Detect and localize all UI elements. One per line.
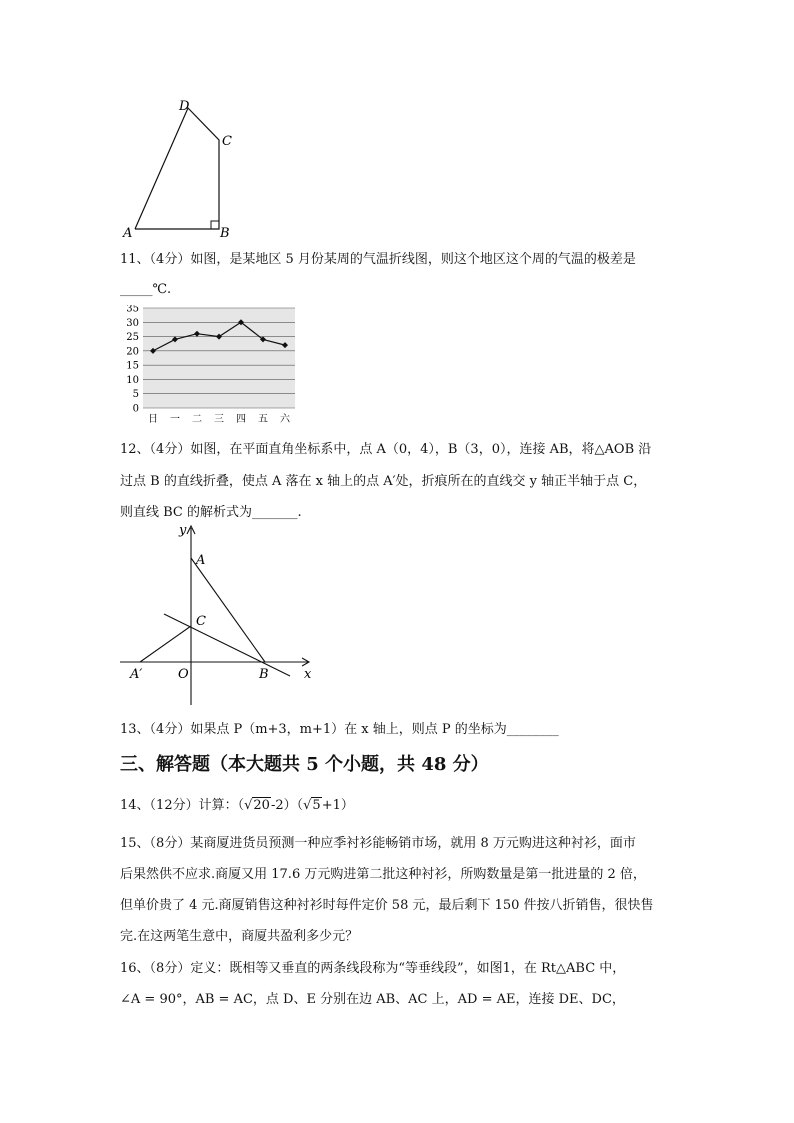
q15-line3: 但单价贵了 4 元.商厦销售这种衬衫时每件定价 58 元，最后剩下 150 件按八折销售，很快售 (120, 898, 654, 913)
x-tick-label: 四 (236, 414, 246, 425)
x-tick-label: 五 (258, 414, 268, 425)
y-tick-label: 25 (126, 332, 139, 344)
label-C: C (196, 614, 206, 629)
y-tick-label: 20 (126, 346, 139, 358)
q12-line1: 12、（4分）如图，在平面直角坐标系中，点 A（0，4），B（3，0），连接 AB，将△AOB 沿 (120, 442, 652, 457)
q16-line2: ∠A = 90°，AB = AC，点 D、E 分别在边 AB、AC 上，AD = AE，连接 DE、DC， (120, 992, 625, 1007)
label-Aprime: A′ (130, 667, 143, 682)
label-B: B (259, 667, 269, 682)
q16-line1: 16、（8分）定义：既相等又垂直的两条线段称为“等垂线段”，如图1，在 Rt△ABC 中， (120, 961, 626, 976)
segment-AprimeC (140, 626, 191, 662)
q11-line1: 11、（4分）如图，是某地区 5 月份某周的气温折线图，则这个地区这个周的气温的极差是 (120, 252, 636, 267)
q14-line (120, 794, 354, 813)
y-tick-label: 0 (132, 403, 139, 415)
quadrilateral-figure (118, 95, 248, 245)
y-tick-label: 35 (126, 305, 139, 315)
label-O: O (178, 667, 189, 682)
q11-answer-blank: _____℃. (120, 282, 172, 297)
q12-line3: 则直线 BC 的解析式为_______. (120, 505, 302, 520)
x-tick-label: 二 (192, 414, 202, 425)
q14-mid: -2）（ (270, 798, 304, 813)
temperature-line-chart (118, 305, 300, 427)
q15-line2: 后果然供不应求.商厦又用 17.6 万元购进第二批这种衬衫，所购数量是第一批进量的 2 倍， (120, 867, 646, 882)
chart-plot-background (143, 308, 295, 408)
y-tick-label: 15 (126, 360, 139, 372)
segment-AB (191, 558, 265, 662)
sqrt-5: √5 (303, 798, 321, 813)
q15-line4: 完.在这两笔生意中，商厦共盈利多少元？ (120, 929, 359, 944)
x-tick-label: 三 (214, 414, 224, 425)
label-A: A (123, 226, 133, 241)
q13-text: 13、（4分）如果点 P（m+3，m+1）在 x 轴上，则点 P 的坐标为________ (120, 722, 559, 737)
quadrilateral-outline (135, 108, 219, 229)
x-tick-label: 日 (148, 414, 158, 425)
q14-suffix: +1） (321, 798, 354, 813)
label-y: y (179, 523, 187, 538)
right-angle-mark (211, 221, 219, 229)
label-A: A (196, 553, 206, 568)
q12-line2: 过点 B 的直线折叠，使点 A 落在 x 轴上的点 A′处，折痕所在的直线交 y 轴正半轴于点 C， (120, 474, 647, 489)
q15-line1: 15、（8分）某商厦进货员预测一种应季衬衫能畅销市场，就用 8 万元购进这种衬衫，面市 (120, 836, 636, 851)
y-tick-label: 10 (126, 374, 139, 386)
label-B: B (220, 226, 230, 241)
y-tick-label: 30 (126, 317, 139, 329)
y-tick-label: 5 (132, 389, 139, 401)
x-tick-label: 六 (280, 414, 290, 425)
section-title: 三、解答题（本大题共 5 个小题，共 48 分） (120, 754, 489, 775)
sqrt-20: √20 (244, 798, 270, 813)
label-C: C (222, 134, 232, 149)
label-x: x (304, 667, 312, 682)
x-tick-label: 一 (170, 414, 180, 425)
coordinate-figure (118, 520, 318, 710)
q14-prefix: 14、（12分）计算：（ (120, 798, 245, 813)
label-D: D (179, 99, 190, 114)
